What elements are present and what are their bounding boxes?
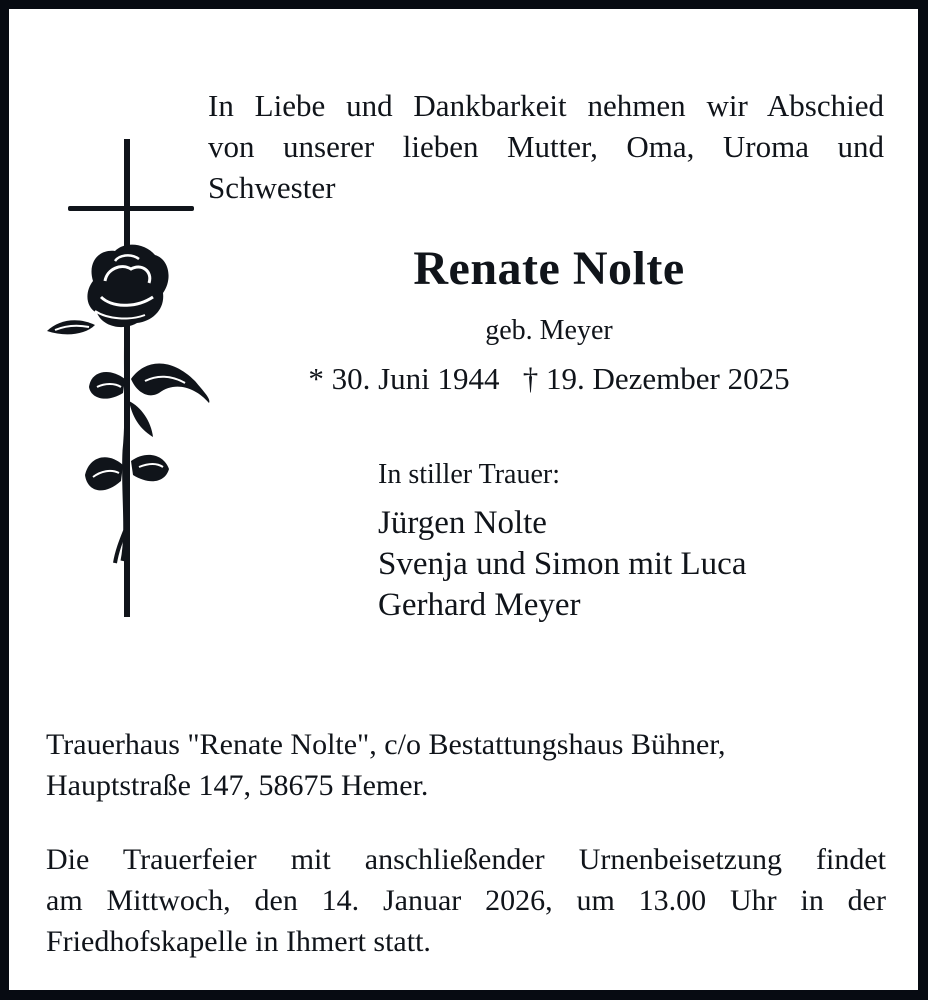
intro-text: [208, 85, 884, 208]
service-line: Friedhofskapelle in Ihmert statt.: [46, 925, 431, 958]
deceased-name: Renate Nolte: [413, 242, 685, 295]
address-line: Hauptstraße 147, 58675 Hemer.: [46, 769, 429, 802]
funeral-service-info: [46, 839, 886, 962]
mourners-list: [378, 503, 746, 626]
mourner-name: Svenja und Simon mit Luca: [378, 546, 747, 582]
mourner-name: Jürgen Nolte: [378, 505, 547, 541]
mourners-label: In stiller Trauer:: [378, 459, 560, 490]
intro-line: In Liebe und Dankbarkeit nehmen wir Abschied: [208, 88, 884, 123]
mourning-house-address: [46, 724, 886, 806]
life-dates: * 30. Juni 1944 † 19. Dezember 2025: [308, 361, 790, 396]
service-line: am Mittwoch, den 14. Januar 2026, um 13.00 Uhr in der: [46, 884, 886, 917]
address-line: Trauerhaus "Renate Nolte", c/o Bestattungshaus Bühner,: [46, 728, 726, 761]
intro-line: Schwester: [208, 170, 336, 205]
intro-line: von unserer lieben Mutter, Oma, Uroma und: [208, 129, 884, 164]
mourner-name: Gerhard Meyer: [378, 587, 581, 623]
maiden-name: geb. Meyer: [485, 315, 613, 346]
obituary-card: [9, 9, 918, 990]
cross-with-rose-icon: [45, 131, 215, 621]
service-line: Die Trauerfeier mit anschließender Urnenbeisetzung findet: [46, 843, 886, 876]
